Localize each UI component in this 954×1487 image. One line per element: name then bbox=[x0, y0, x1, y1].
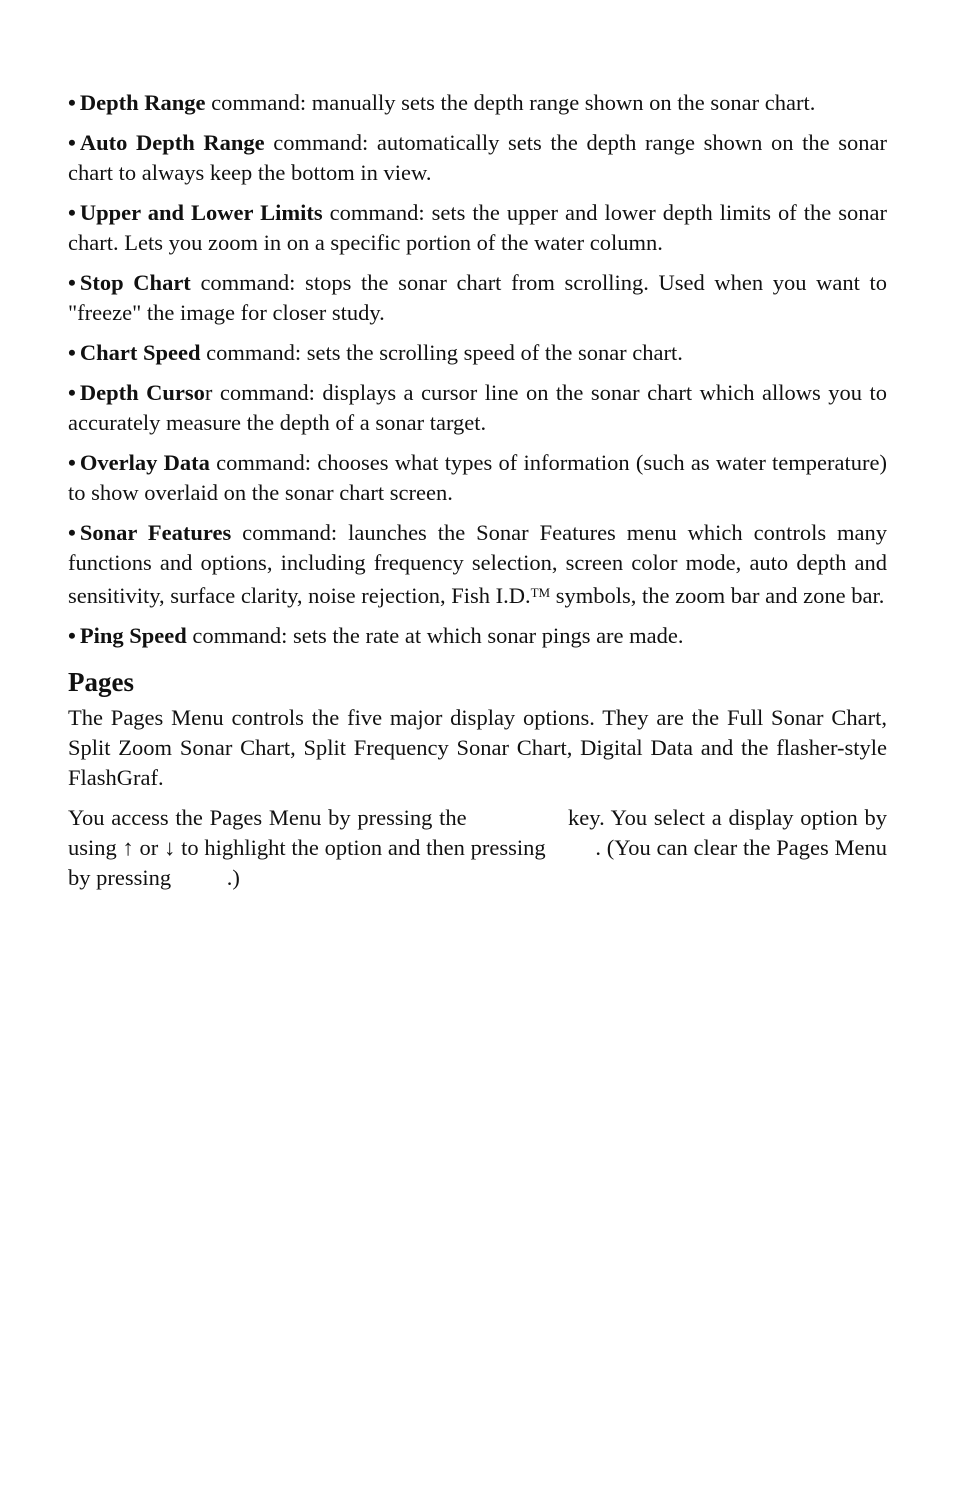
paragraph-text: .) bbox=[226, 865, 240, 890]
command-description: command: sets the rate at which sonar pings are made. bbox=[186, 623, 684, 648]
command-description: command: stops the sonar chart from scrolling. Used when you want to "freeze" the image for closer study. bbox=[68, 270, 887, 325]
command-term: Depth Range bbox=[79, 90, 206, 115]
bullet-icon: • bbox=[68, 130, 76, 155]
section-heading-pages: Pages bbox=[68, 667, 134, 697]
command-description: command: sets the upper and lower depth limits of the sonar chart. Lets you zoom in on a specific portion of the water column. bbox=[68, 200, 887, 255]
up-arrow-icon: ↑ bbox=[122, 835, 134, 860]
command-term: Sonar Features bbox=[79, 520, 232, 545]
bullet-icon: • bbox=[68, 340, 76, 365]
command-description: command: manually sets the depth range shown on the sonar chart. bbox=[205, 90, 816, 115]
paragraph-text: key. You select a display option by using bbox=[68, 805, 887, 860]
bullet-icon: • bbox=[68, 200, 76, 225]
pages-access-paragraph bbox=[68, 803, 887, 893]
command-item-overlay-data bbox=[68, 448, 887, 508]
trademark-mark: TM bbox=[530, 585, 551, 600]
command-term: Depth Curso bbox=[79, 380, 205, 405]
command-term: Ping Speed bbox=[79, 623, 187, 648]
paragraph-text: or bbox=[133, 835, 165, 860]
command-description: command: chooses what types of information (such as water temperature) to show overlaid on the sonar chart screen. bbox=[68, 450, 887, 505]
bullet-icon: • bbox=[68, 520, 76, 545]
command-description: command: automatically sets the depth range shown on the sonar chart to always keep the bottom in view. bbox=[68, 130, 887, 185]
command-description: r command: displays a cursor line on the sonar chart which allows you to accurately measure the depth of a sonar target. bbox=[68, 380, 887, 435]
bullet-icon: • bbox=[68, 90, 76, 115]
command-term: Stop Chart bbox=[79, 270, 191, 295]
command-item-sonar-features bbox=[68, 518, 887, 611]
command-item-upper-lower-limits bbox=[68, 198, 887, 258]
paragraph-text: to highlight the option and then pressing bbox=[175, 835, 552, 860]
command-description: command: launches the Sonar Features menu which controls many functions and options, including frequency selection, screen color mode, auto depth and sensitivity, surface clarity, noise rejection, Fish I.D. bbox=[68, 520, 887, 608]
command-item-stop-chart bbox=[68, 268, 887, 328]
bullet-icon: • bbox=[68, 450, 76, 475]
command-term: Overlay Data bbox=[79, 450, 210, 475]
bullet-icon: • bbox=[68, 380, 76, 405]
bullet-icon: • bbox=[68, 623, 76, 648]
command-item-chart-speed bbox=[68, 338, 887, 368]
command-term: Chart Speed bbox=[79, 340, 201, 365]
down-arrow-icon: ↓ bbox=[164, 835, 176, 860]
command-item-depth-range bbox=[68, 88, 887, 118]
document-page bbox=[68, 88, 887, 903]
command-item-ping-speed bbox=[68, 621, 887, 651]
pages-description-paragraph: The Pages Menu controls the five major display options. They are the Full Sonar Chart, Split Zoom Sonar Chart, Split Frequency Sonar Chart, Digital Data and the flasher-style FlashGraf. bbox=[68, 705, 887, 790]
command-term: Auto Depth Range bbox=[79, 130, 265, 155]
command-description-continued: symbols, the zoom bar and zone bar. bbox=[550, 583, 885, 608]
paragraph-text: You access the Pages Menu by pressing the bbox=[68, 805, 474, 830]
paragraph-text: . (You can clear the Pages Menu by pressing bbox=[68, 835, 888, 890]
command-item-depth-cursor bbox=[68, 378, 887, 438]
command-description: command: sets the scrolling speed of the sonar chart. bbox=[200, 340, 683, 365]
command-term: Upper and Lower Limits bbox=[79, 200, 323, 225]
command-item-auto-depth-range bbox=[68, 128, 887, 188]
bullet-icon: • bbox=[68, 270, 76, 295]
